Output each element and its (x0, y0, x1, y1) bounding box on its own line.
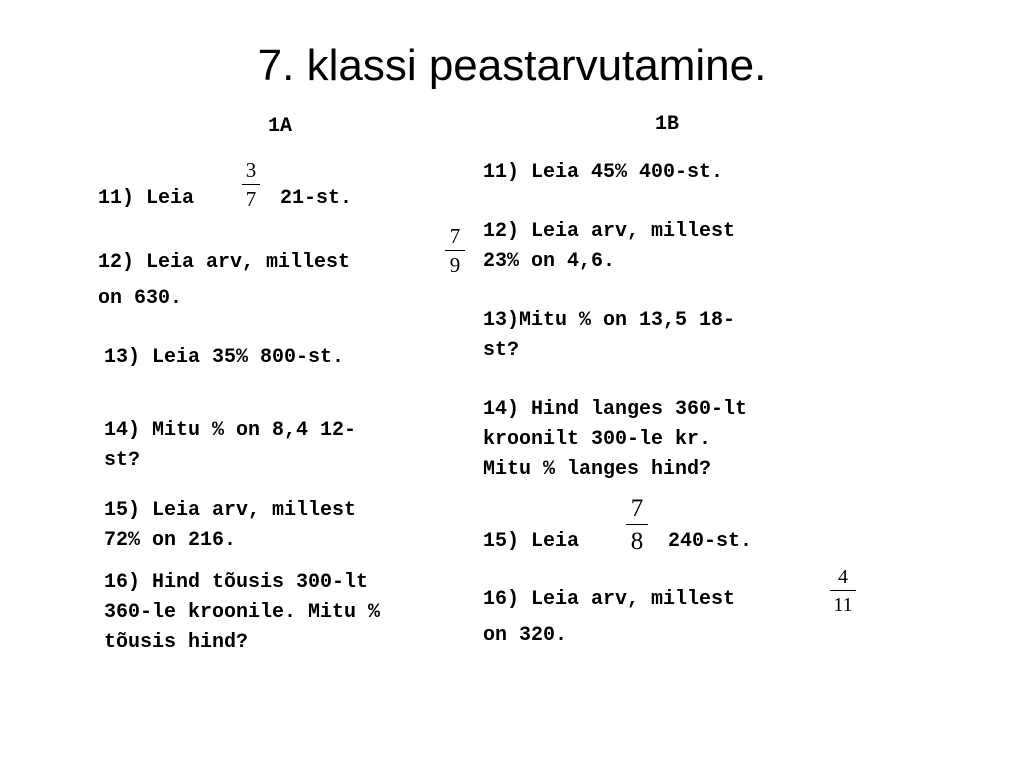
b-q16-denominator: 11 (833, 594, 853, 616)
a-q11-fraction (242, 160, 260, 210)
a-q11-denominator: 7 (245, 187, 257, 211)
b-q14-line3: Mitu % langes hind? (483, 458, 712, 481)
b-q14-line1: 14) Hind langes 360-lt (483, 398, 748, 421)
b-q15-text: 15) Leia (483, 530, 580, 553)
a-q12-numerator: 7 (449, 224, 461, 248)
a-q12-line2: on 630. (98, 287, 183, 310)
b-q12-line2: 23% on 4,6. (483, 250, 616, 273)
a-q12-fraction (445, 226, 465, 276)
b-q13-line1: 13)Mitu % on 13,5 18- (483, 309, 736, 332)
a-q14-line2: st? (104, 449, 141, 472)
a-q16-line3: tõusis hind? (104, 631, 249, 654)
a-q12-line1: 12) Leia arv, millest (98, 251, 351, 274)
b-q11: 11) Leia 45% 400-st. (483, 161, 724, 184)
a-q16-line1: 16) Hind tõusis 300-lt (104, 571, 369, 594)
b-q16-numerator: 4 (838, 566, 848, 588)
a-q15-line2: 72% on 216. (104, 529, 237, 552)
column-b-header: 1B (655, 113, 680, 136)
a-q11-text-after: 21-st. (280, 187, 353, 210)
b-q12-line1: 12) Leia arv, millest (483, 220, 736, 243)
column-a-header: 1A (268, 115, 293, 138)
b-q13-line2: st? (483, 339, 520, 362)
b-q16-fraction (830, 567, 856, 615)
b-q15-denominator: 8 (630, 528, 644, 555)
a-q11-numerator: 3 (245, 158, 257, 182)
a-q16-line2: 360-le kroonile. Mitu % (104, 601, 381, 624)
fraction-bar (626, 524, 648, 525)
a-q13: 13) Leia 35% 800-st. (104, 346, 345, 369)
a-q15-line1: 15) Leia arv, millest (104, 499, 357, 522)
a-q14-line1: 14) Mitu % on 8,4 12- (104, 419, 357, 442)
b-q15-fraction (626, 496, 648, 554)
fraction-bar (445, 250, 465, 251)
a-q11-text: 11) Leia (98, 187, 195, 210)
b-q16-line2: on 320. (483, 624, 568, 647)
b-q15-text-after: 240-st. (668, 530, 753, 553)
b-q16-line1: 16) Leia arv, millest (483, 588, 736, 611)
fraction-bar (242, 184, 260, 185)
b-q14-line2: kroonilt 300-le kr. (483, 428, 712, 451)
b-q15-numerator: 7 (630, 495, 644, 522)
a-q12-denominator: 9 (449, 253, 461, 277)
fraction-bar (830, 590, 856, 591)
slide-title: 7. klassi peastarvutamine. (257, 41, 767, 90)
